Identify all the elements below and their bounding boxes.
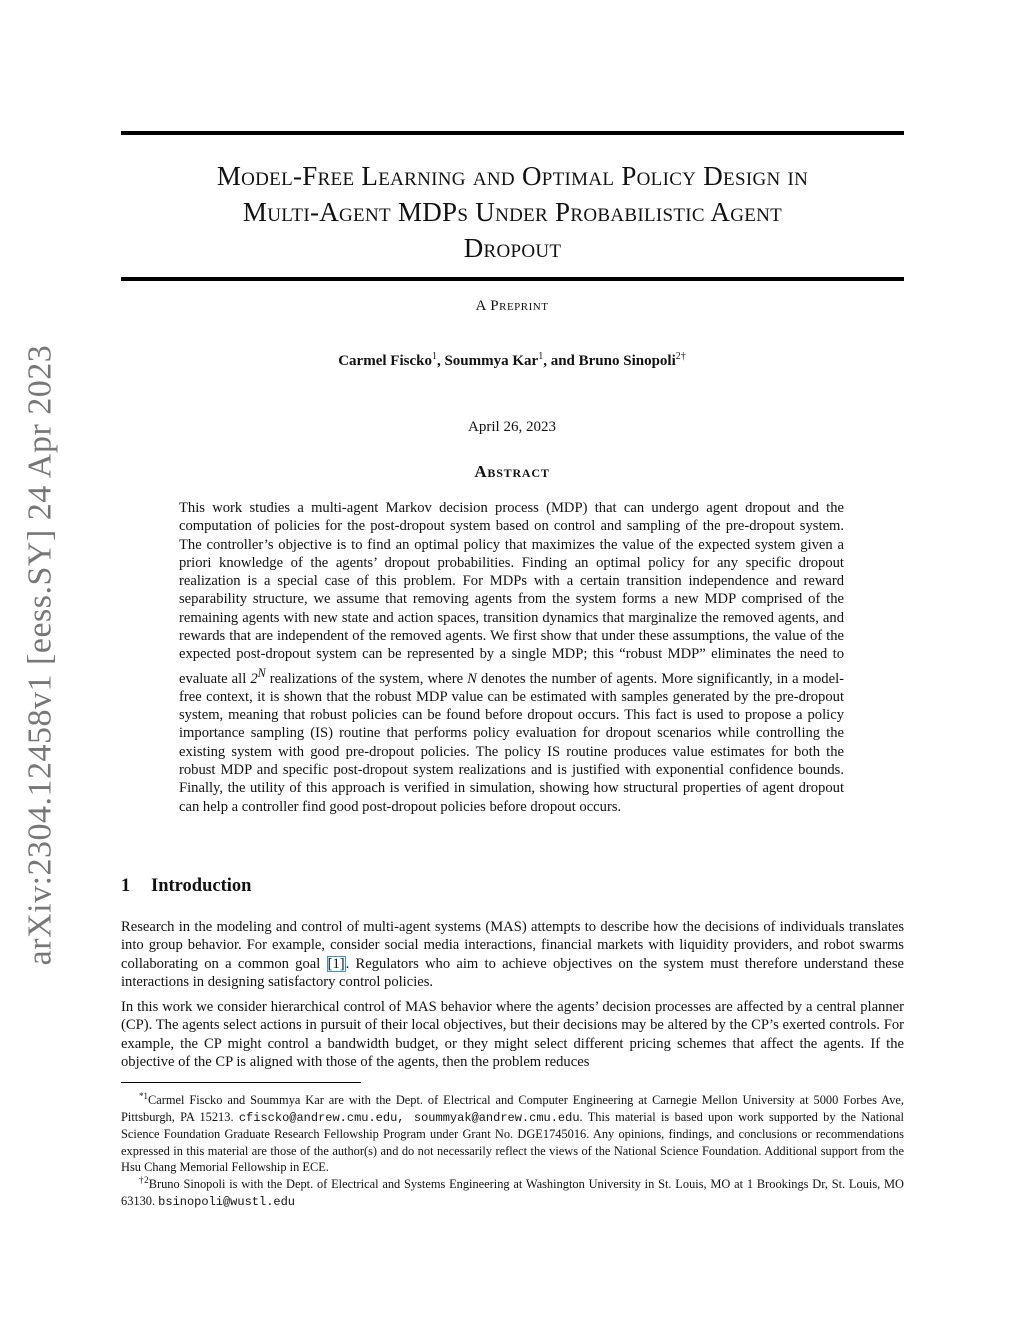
affiliation-mark: 2† bbox=[675, 351, 686, 362]
arxiv-side-stamp bbox=[10, 344, 70, 966]
publication-date: April 26, 2023 bbox=[468, 419, 556, 435]
author-list bbox=[0, 351, 1024, 370]
email-address: bsinopoli@wustl.edu bbox=[158, 1194, 295, 1209]
section-title: Introduction bbox=[151, 876, 252, 896]
arxiv-identifier: arXiv:2304.12458v1 [eess.SY] 24 Apr 2023 bbox=[21, 344, 58, 966]
footnote bbox=[121, 1088, 904, 1176]
footnote-text: Carmel Fiscko and Soummya Kar are with the Dept. of Electrical and Computer Engineering at Carnegie Mellon University at 5000 Forbes Ave, Pittsburgh, PA 15213. bbox=[121, 1093, 904, 1124]
paper-title bbox=[121, 158, 904, 266]
abstract-heading: Abstract bbox=[474, 462, 550, 481]
footnote-text: Bruno Sinopoli is with the Dept. of Electrical and Systems Engineering at Washington University in St. Louis, MO at 1 Brookings Dr, St. Louis, MO 63130. bbox=[121, 1177, 905, 1208]
footnote-mark: †2 bbox=[139, 1175, 149, 1185]
paragraph-text: Research in the modeling and control of multi-agent systems (MAS) attempts to describe how the decisions of individuals translates into group behavior. For example, consider social media interactions, financial markets with liquidity providers, and robot swarms collaborating on a common goal bbox=[121, 919, 904, 972]
affiliation-mark: 1 bbox=[538, 351, 544, 362]
title-line-2: Multi-Agent MDPs Under Probabilistic Agent bbox=[242, 197, 783, 227]
abstract-part: This work studies a multi-agent Markov decision process (MDP) that can undergo agent dropout and the computation of policies for the post-dropout system based on control and sampling of the pre-dropout system. The controller’s objective is to find an optimal policy that maximizes the value of the expected system given a priori knowledge of the agents’ dropout probabilities. Finding an optimal policy for any specific dropout realization is a special case of this problem. For MDPs with a certain transition independence and reward separability structure, we assume that removing agents from the system forms a new MDP comprised of the remaining agents with new state and action spaces, transition dynamics that marginalize the removed agents, and rewards that are independent of the removed agents. We first show that under these assumptions, the value of the expected post-dropout system can be represented by a single MDP; this “robust MDP” eliminates the need to evaluate all bbox=[179, 500, 844, 687]
math-symbol bbox=[250, 665, 266, 687]
author-name: Carmel Fiscko bbox=[338, 353, 432, 369]
body-paragraph: In this work we consider hierarchical control of MAS behavior where the agents’ decision processes are affected by a central planner (CP). The agents select actions in pursuit of their local objectives, but their decisions may be altered by the CP’s exerted controls. For example, the CP might control a bandwidth budget, or they might select different pricing schemes that affect the agents. If the objective of the CP is aligned with those of the agents, then the problem reduces bbox=[121, 999, 904, 1070]
title-top-rule bbox=[121, 131, 904, 135]
math-symbol: N bbox=[467, 670, 477, 687]
section-number: 1 bbox=[121, 876, 131, 896]
abstract-part: realizations of the system, where bbox=[265, 670, 468, 687]
email-address: cfiscko@andrew.cmu.edu, soummyak@andrew.cmu.edu bbox=[238, 1110, 580, 1125]
author-name: , Soummya Kar bbox=[436, 353, 539, 369]
title-bottom-rule bbox=[121, 277, 904, 281]
footnote-divider bbox=[121, 1082, 361, 1083]
title-line-3: Dropout bbox=[463, 233, 562, 263]
math-base: 2 bbox=[250, 670, 258, 687]
section-heading bbox=[121, 876, 251, 897]
paragraph-text: . Regulators who aim to achieve objectives on the system must therefore understand these interactions in designing satisfactory control policies. bbox=[121, 955, 904, 990]
math-exponent: N bbox=[257, 665, 266, 680]
affiliation-mark: 1 bbox=[431, 351, 437, 362]
title-line-1: Model-Free Learning and Optimal Policy Design in bbox=[216, 161, 809, 191]
footnote bbox=[121, 1172, 904, 1210]
abstract-part: denotes the number of agents. More significantly, in a model-free context, it is shown that the robust MDP value can be estimated with samples generated by the pre-dropout system, meaning that robust policies can be found before dropout occurs. This fact is used to propose a policy importance sampling (IS) routine that performs policy evaluation for dropout scenarios while controlling the existing system with good pre-dropout policies. The policy IS routine produces value estimates for both the robust MDP and specific post-dropout system realizations and is justified with exponential confidence bounds. Finally, the utility of this approach is verified in simulation, showing how structural properties of agent dropout can help a controller find good post-dropout policies before dropout occurs. bbox=[179, 670, 844, 815]
preprint-label: A Preprint bbox=[475, 298, 549, 314]
footnote-mark: *1 bbox=[139, 1091, 148, 1101]
abstract-text bbox=[179, 499, 844, 816]
footnote-text: . This material is based upon work supported by the National Science Foundation Graduate Research Fellowship Program under Grant No. DGE1745016. Any opinions, findings, and conclusions or recommendations expressed in this material are those of the author(s) and do not necessarily reflect the views of the National Science Foundation. Additional support from the Hsu Chang Memorial Fellowship in ECE. bbox=[121, 1109, 904, 1175]
body-paragraph bbox=[121, 918, 904, 991]
author-name: , and Bruno Sinopoli bbox=[543, 353, 676, 369]
citation-link[interactable]: [1] bbox=[327, 955, 345, 972]
